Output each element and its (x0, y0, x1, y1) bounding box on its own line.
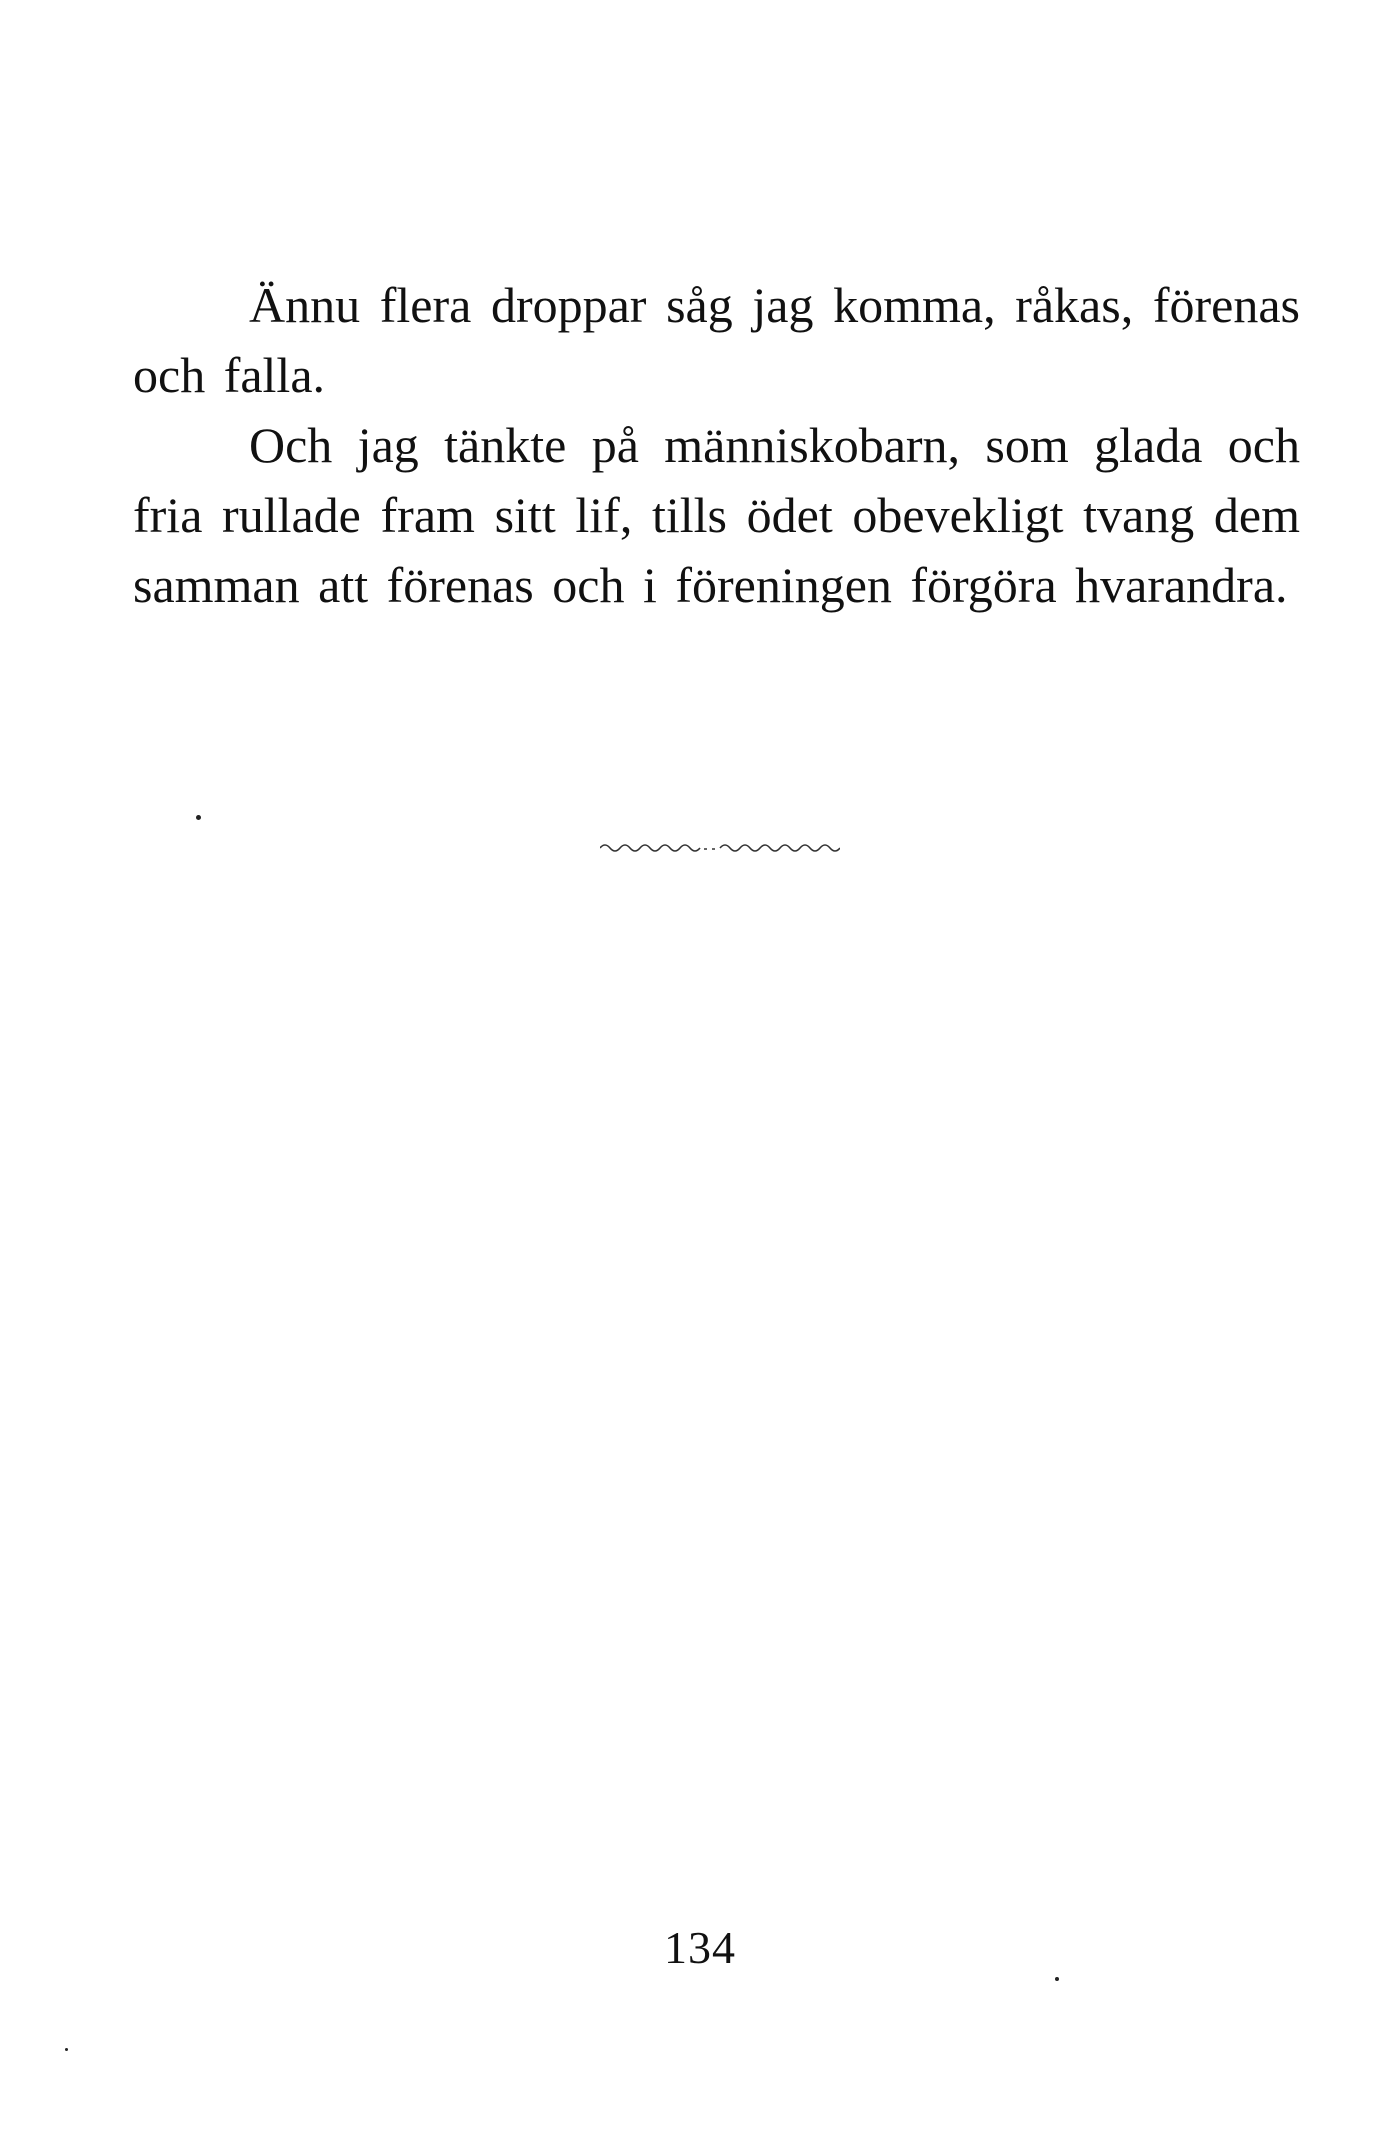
print-speck (65, 2048, 68, 2051)
page-number: 134 (664, 1922, 736, 1973)
print-speck (196, 815, 201, 820)
wavy-divider-ornament (600, 840, 840, 854)
paragraph-1: Ännu flera droppar såg jag komma, råkas, förenas och falla. (133, 277, 1300, 403)
paragraph-2: Och jag tänkte på människobarn, som glada och fria rullade fram sitt lif, tills ödet obevekligt tvang dem samman att förenas och i föreningen förgöra hvarandra. (133, 417, 1300, 613)
body-text (133, 270, 1300, 620)
print-speck (1055, 1977, 1059, 1981)
